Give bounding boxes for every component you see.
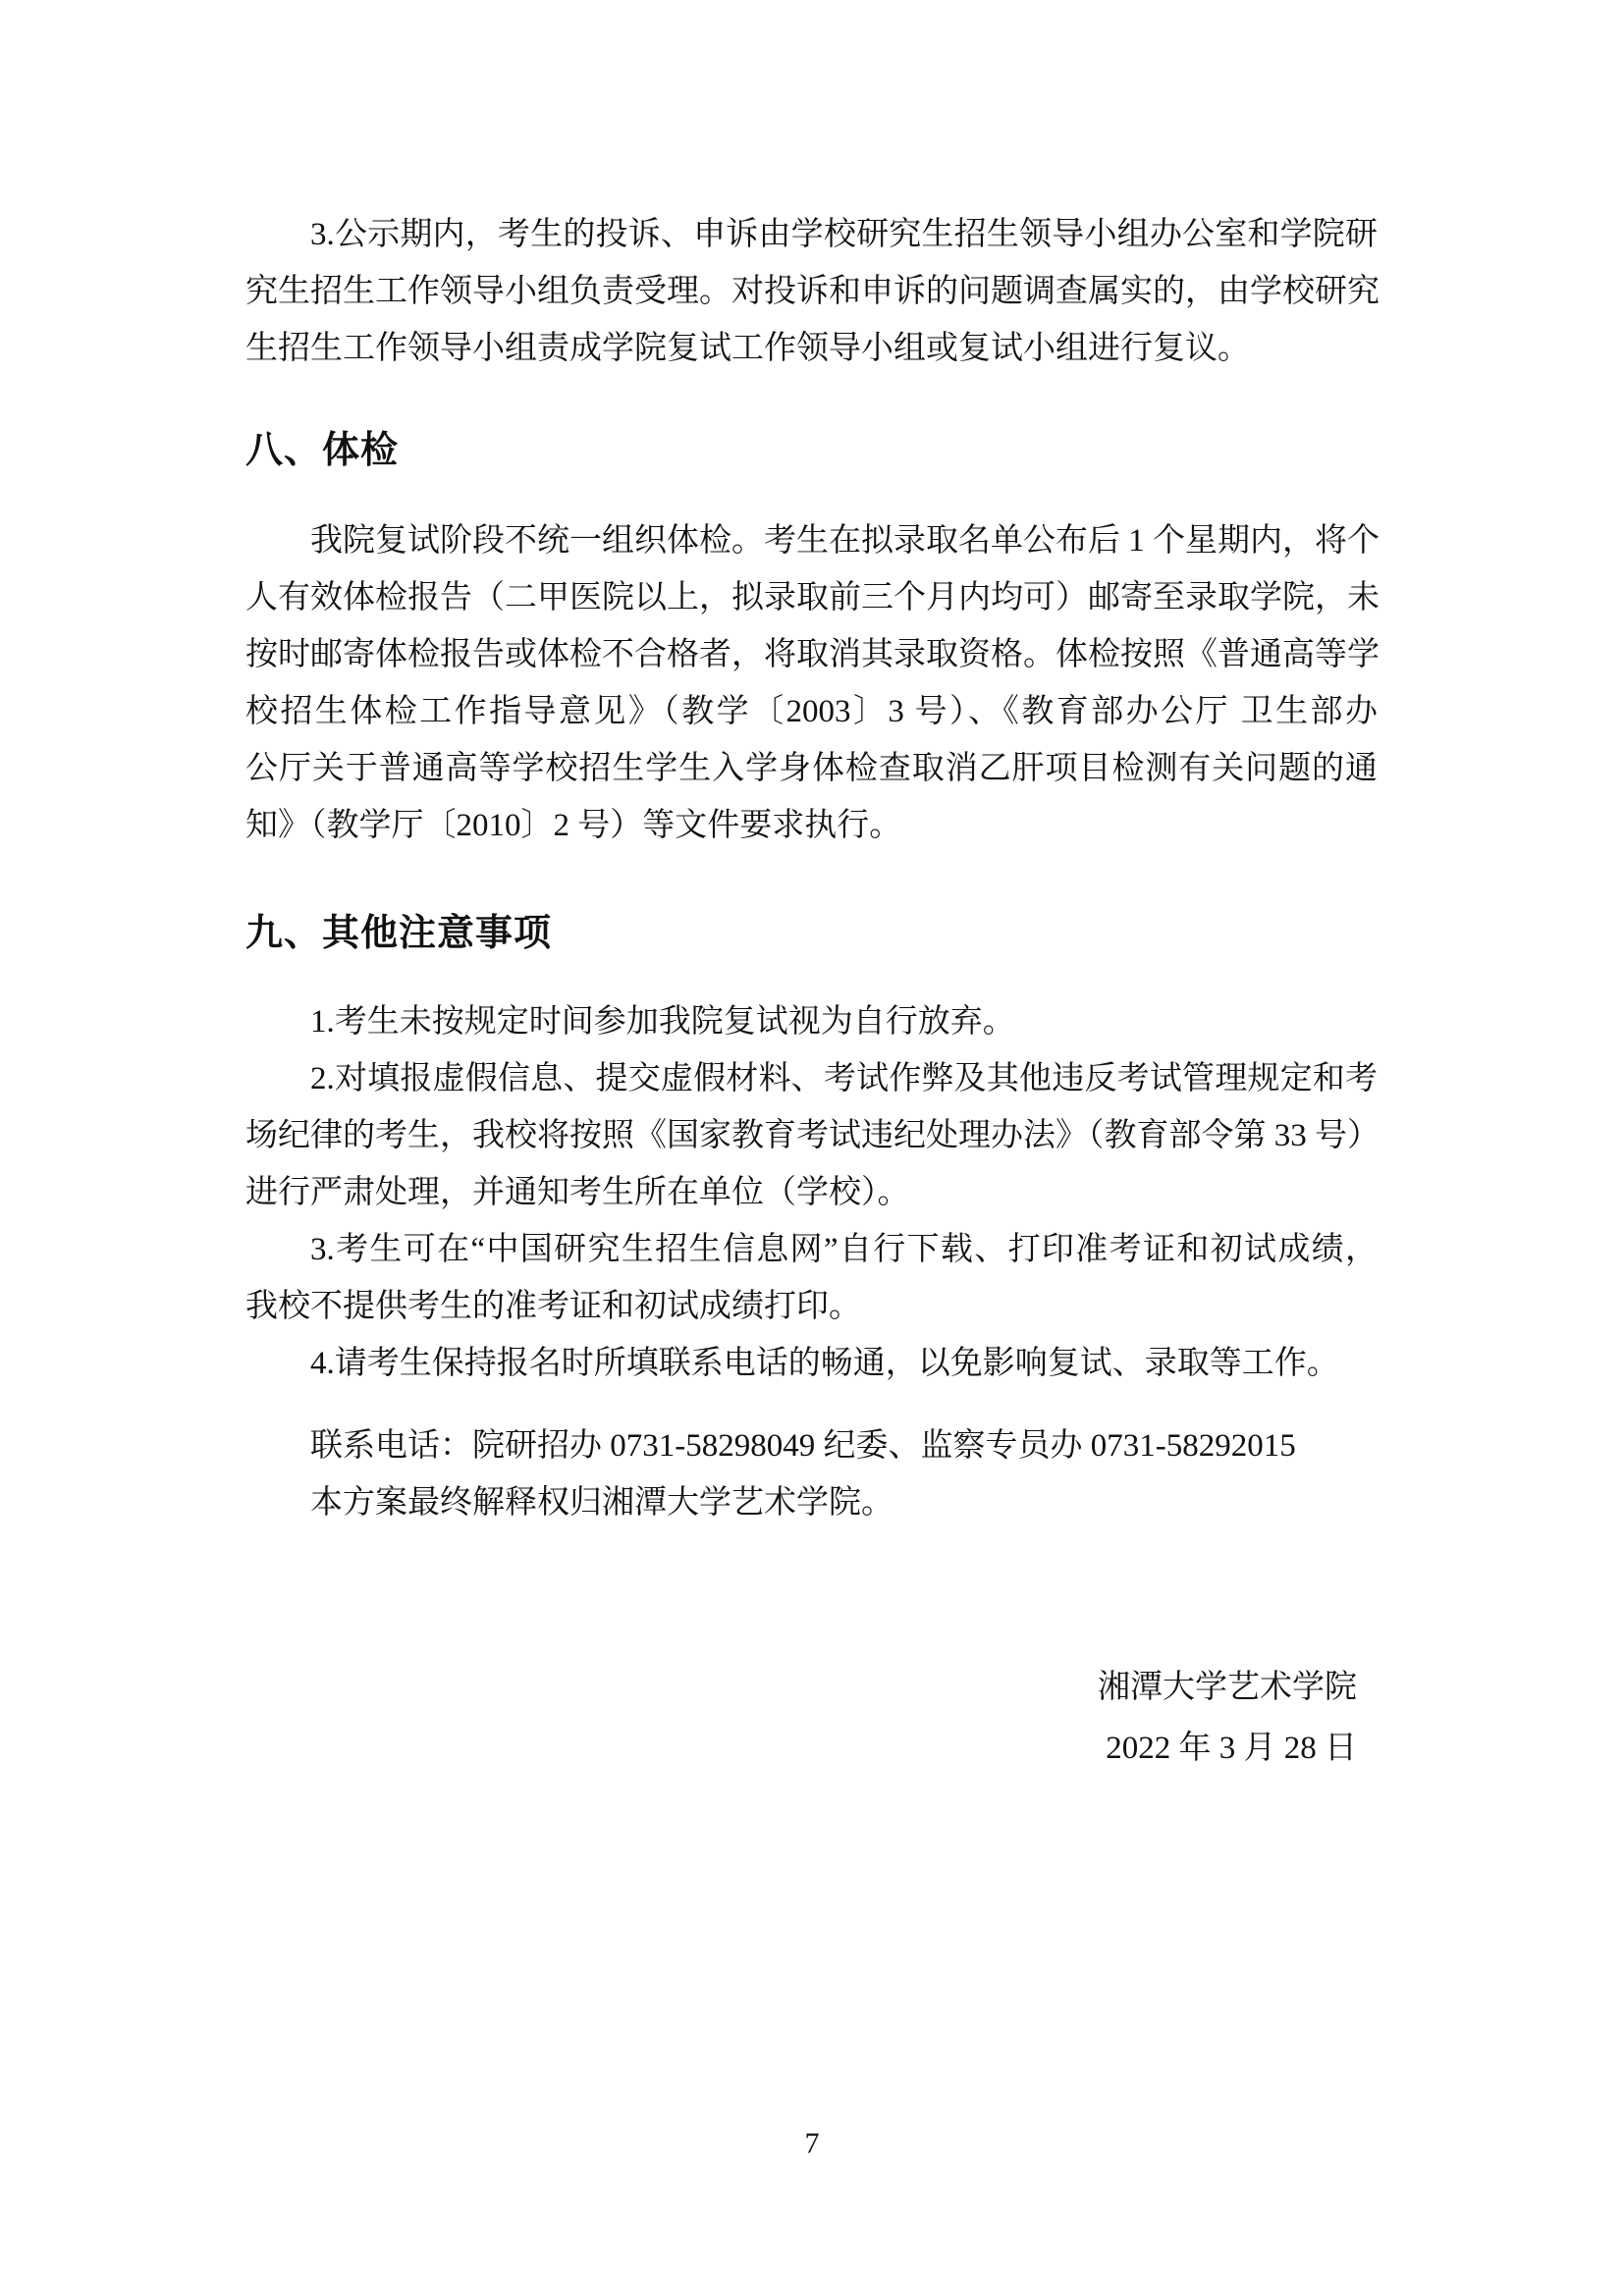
text-line: 按时邮寄体检报告或体检不合格者，将取消其录取资格。体检按照《普通高等学 — [245, 637, 1380, 672]
text-line: 1.考生未按规定时间参加我院复试视为自行放弃。 — [310, 1004, 1015, 1040]
text-line: 我校不提供考生的准考证和初试成绩打印。 — [245, 1289, 861, 1324]
text-line: 进行严肃处理，并通知考生所在单位（学校）。 — [245, 1175, 910, 1210]
text-line: 公厅关于普通高等学校招生学生入学身体检查取消乙肝项目检测有关问题的通 — [245, 751, 1378, 786]
text-line: 场纪律的考生，我校将按照《国家教育考试违纪处理办法》（教育部令第 33 号） — [245, 1118, 1380, 1153]
paragraph-note-3 — [245, 1221, 1378, 1335]
text-line: 2.对填报虚假信息、提交虚假材料、考试作弊及其他违反考试管理规定和考 — [310, 1061, 1378, 1096]
paragraph-physical-exam — [245, 512, 1378, 854]
text-line: 校招生体检工作指导意见》（教学〔2003〕3 号）、《教育部办公厅 卫生部办 — [245, 694, 1378, 729]
text-line: 人有效体检报告（二甲医院以上，拟录取前三个月内均可）邮寄至录取学院，未 — [245, 580, 1380, 615]
signature-block — [245, 1657, 1357, 1779]
text-line: 生招生工作领导小组责成学院复试工作领导小组或复试小组进行复议。 — [245, 331, 1250, 366]
text-line: 3.公示期内，考生的投诉、申诉由学校研究生招生领导小组办公室和学院研 — [310, 217, 1378, 252]
section-heading-physical-exam: 八、体检 — [245, 430, 400, 471]
paragraph-note-1 — [245, 993, 1378, 1050]
text-line: 知》（教学厅〔2010〕2 号）等文件要求执行。 — [245, 808, 902, 843]
text-line: 3.考生可在“中国研究生招生信息网”自行下载、打印准考证和初试成绩， — [310, 1232, 1378, 1267]
text-line: 本方案最终解释权归湘潭大学艺术学院。 — [310, 1485, 893, 1521]
paragraph-complaint-handling — [245, 206, 1378, 377]
paragraph-note-4 — [245, 1335, 1378, 1392]
signature-organization: 湘潭大学艺术学院 — [1098, 1670, 1357, 1705]
page-number: 7 — [804, 2127, 820, 2160]
text-line: 我院复试阶段不统一组织体检。考生在拟录取名单公布后 1 个星期内，将个 — [310, 523, 1380, 559]
text-line: 联系电话：院研招办 0731-58298049 纪委、监察专员办 0731-58292015 — [310, 1428, 1296, 1464]
paragraph-contact-phone — [245, 1417, 1378, 1474]
text-line: 究生招生工作领导小组负责受理。对投诉和申诉的问题调查属实的，由学校研究 — [245, 274, 1380, 309]
text-line: 4.请考生保持报名时所填联系电话的畅通，以免影响复试、录取等工作。 — [310, 1346, 1339, 1381]
signature-date: 2022 年 3 月 28 日 — [1106, 1731, 1357, 1766]
paragraph-note-2 — [245, 1050, 1378, 1221]
section-heading-other-notes: 九、其他注意事项 — [245, 913, 553, 954]
paragraph-interpretation-rights — [245, 1474, 1378, 1531]
